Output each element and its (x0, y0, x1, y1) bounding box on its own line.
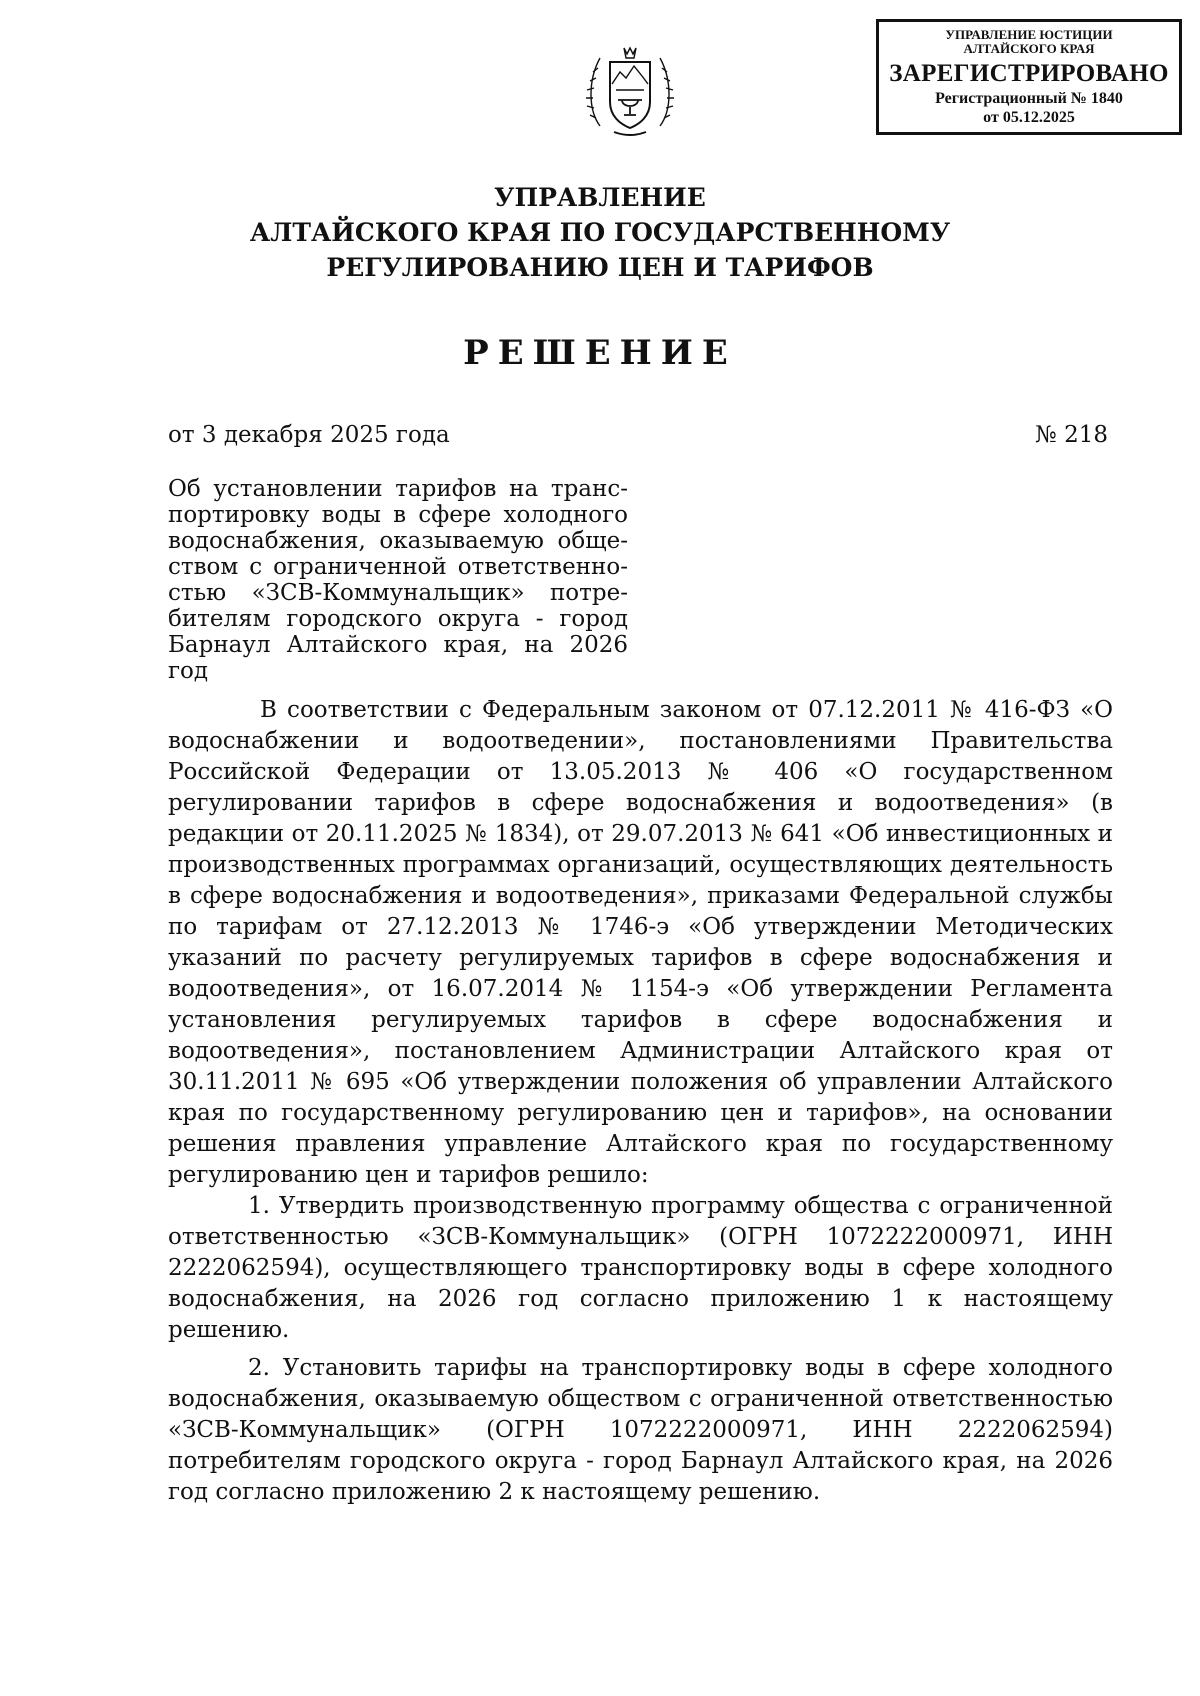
document-date: от 3 декабря 2025 года (168, 422, 450, 448)
document-type: РЕШЕНИЕ (463, 333, 737, 373)
stamp-reg-number: Регистрационный № 1840 (935, 90, 1123, 107)
document-subject: Об установлении тарифов на транспортировку воды в сфере холодного водоснабжения, оказываемую обществом с ограниченной ответственностью «ЗСВ-Коммунальщик» потребителям городского округа - город Барнаул Алтайского края, на 2026 год (168, 476, 628, 684)
authority-line2: АЛТАЙСКОГО КРАЯ ПО ГОСУДАРСТВЕННОМУ (249, 218, 951, 247)
authority-line3: РЕГУЛИРОВАНИЮ ЦЕН И ТАРИФОВ (326, 253, 874, 282)
registration-stamp (876, 19, 1182, 135)
authority-line1: УПРАВЛЕНИЕ (494, 183, 706, 212)
stamp-org-line1: УПРАВЛЕНИЕ ЮСТИЦИИ (945, 27, 1113, 42)
altai-krai-coat-of-arms-icon (586, 40, 674, 140)
body-preamble: В соответствии с Федеральным законом от 07.12.2011 № 416-ФЗ «О водоснабжении и водоотведении», постановлениями Правительства Российской Федерации от 13.05.2013 № 406 «О государственном регулировании тарифов в сфере водоснабжения и водоотведения» (в редакции от 20.11.2025 № 1834), от 29.07.2013 № 641 «Об инвестиционных и производственных программах организаций, осуществляющих деятельность в сфере водоснабжения и водоотведения», приказами Федеральной службы по тарифам от 27.12.2013 № 1746-э «Об утверждении Методических указаний по расчету регулируемых тарифов в сфере водоснабжения и водоотведения», от 16.07.2014 № 1154-э «Об утверждении Регламента установления регулируемых тарифов в сфере водоснабжения и водоотведения», постановлением Администрации Алтайского края от 30.11.2011 № 695 «Об утверждении положения об управлении Алтайского края по государственному регулированию цен и тарифов», на основании решения правления управление Алтайского края по государственному регулированию цен и тарифов решило: (168, 697, 1113, 1188)
stamp-org-line2: АЛТАЙСКОГО КРАЯ (963, 41, 1095, 56)
stamp-status: ЗАРЕГИСТРИРОВАНО (889, 60, 1169, 87)
document-body (168, 695, 1113, 1508)
authority-heading (0, 180, 1200, 285)
body-item-2: 2. Установить тарифы на транспортировку воды в сфере холодного водоснабжения, оказываемую обществом с ограниченной ответственностью «ЗСВ-Коммунальщик» (ОГРН 1072222000971, ИНН 2222062594) потребителям городского округа - город Барнаул Алтайского края, на 2026 год согласно приложению 2 к настоящему решению. (168, 1355, 1113, 1505)
body-item-1: 1. Утвердить производственную программу общества с ограниченной ответственностью «ЗСВ-Коммунальщик» (ОГРН 1072222000971, ИНН 2222062594), осуществляющего транспортировку воды в сфере холодного водоснабжения, на 2026 год согласно приложению 1 к настоящему решению. (168, 1193, 1113, 1343)
document-number: № 218 (1035, 422, 1108, 448)
stamp-reg-date: от 05.12.2025 (983, 109, 1075, 126)
